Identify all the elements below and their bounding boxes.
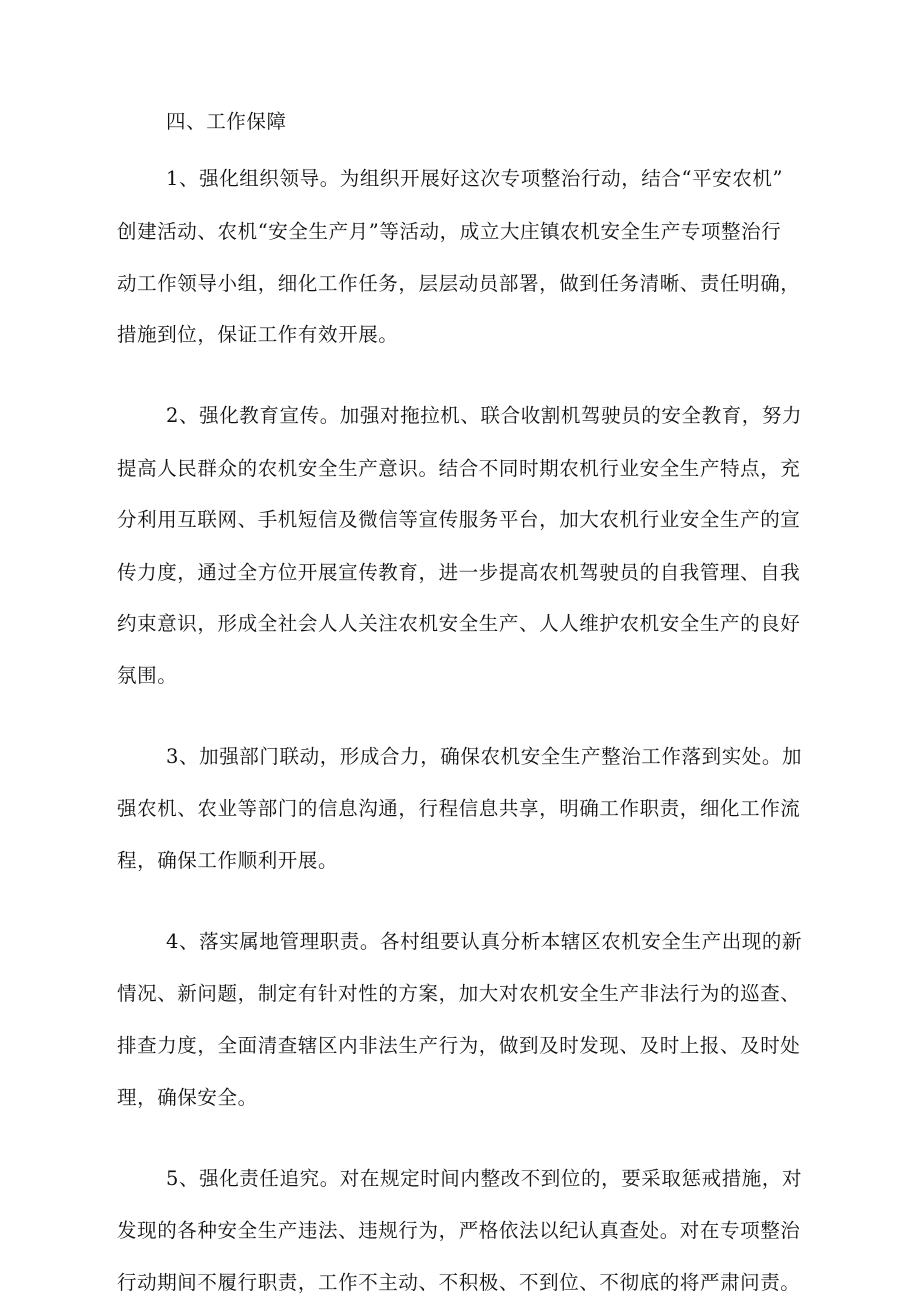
- paragraph-line: 分利用互联网、手机短信及微信等宣传服务平台，加大农机行业安全生产的宣: [117, 508, 801, 531]
- paragraph-line: 程，确保工作顺利开展。: [117, 849, 339, 872]
- paragraph-line: 强农机、农业等部门的信息沟通，行程信息共享，明确工作职责，细化工作流: [117, 797, 801, 820]
- paragraph-line: 措施到位，保证工作有效开展。: [117, 323, 399, 346]
- paragraph-line: 氛围。: [117, 664, 178, 687]
- paragraph-line: 排查力度，全面清查辖区内非法生产行为，做到及时发现、及时上报、及时处: [117, 1034, 801, 1057]
- paragraph-line: 4、落实属地管理职责。各村组要认真分析本辖区农机安全生产出现的新: [166, 930, 803, 953]
- paragraph-line: 行动期间不履行职责，工作不主动、不积极、不到位、不彻底的将严肃问责。: [117, 1271, 801, 1294]
- paragraph-line: 动工作领导小组，细化工作任务，层层动员部署，做到任务清晰、责任明确，: [117, 272, 801, 295]
- paragraph-line: 2、强化教育宣传。加强对拖拉机、联合收割机驾驶员的安全教育，努力: [166, 404, 803, 427]
- paragraph-line: 发现的各种安全生产违法、违规行为，严格依法以纪认真查处。对在专项整治: [117, 1219, 801, 1242]
- section-heading: 四、工作保障: [166, 110, 287, 133]
- paragraph-line: 1、强化组织领导。为组织开展好这次专项整治行动，结合“平安农机”: [166, 167, 784, 190]
- paragraph-line: 5、强化责任追究。对在规定时间内整改不到位的，要采取惩戒措施，对: [166, 1167, 803, 1190]
- paragraph-line: 提高人民群众的农机安全生产意识。结合不同时期农机行业安全生产特点，充: [117, 457, 801, 480]
- paragraph-line: 3、加强部门联动，形成合力，确保农机安全生产整治工作落到实处。加: [166, 745, 803, 768]
- paragraph-line: 理，确保安全。: [117, 1086, 258, 1109]
- paragraph-line: 创建活动、农机“安全生产月”等活动，成立大庄镇农机安全生产专项整治行: [117, 220, 782, 243]
- paragraph-line: 情况、新问题，制定有针对性的方案，加大对农机安全生产非法行为的巡查、: [117, 982, 801, 1005]
- paragraph-line: 传力度，通过全方位开展宣传教育，进一步提高农机驾驶员的自我管理、自我: [117, 561, 801, 584]
- paragraph-line: 约束意识，形成全社会人人关注农机安全生产、人人维护农机安全生产的良好: [117, 612, 801, 635]
